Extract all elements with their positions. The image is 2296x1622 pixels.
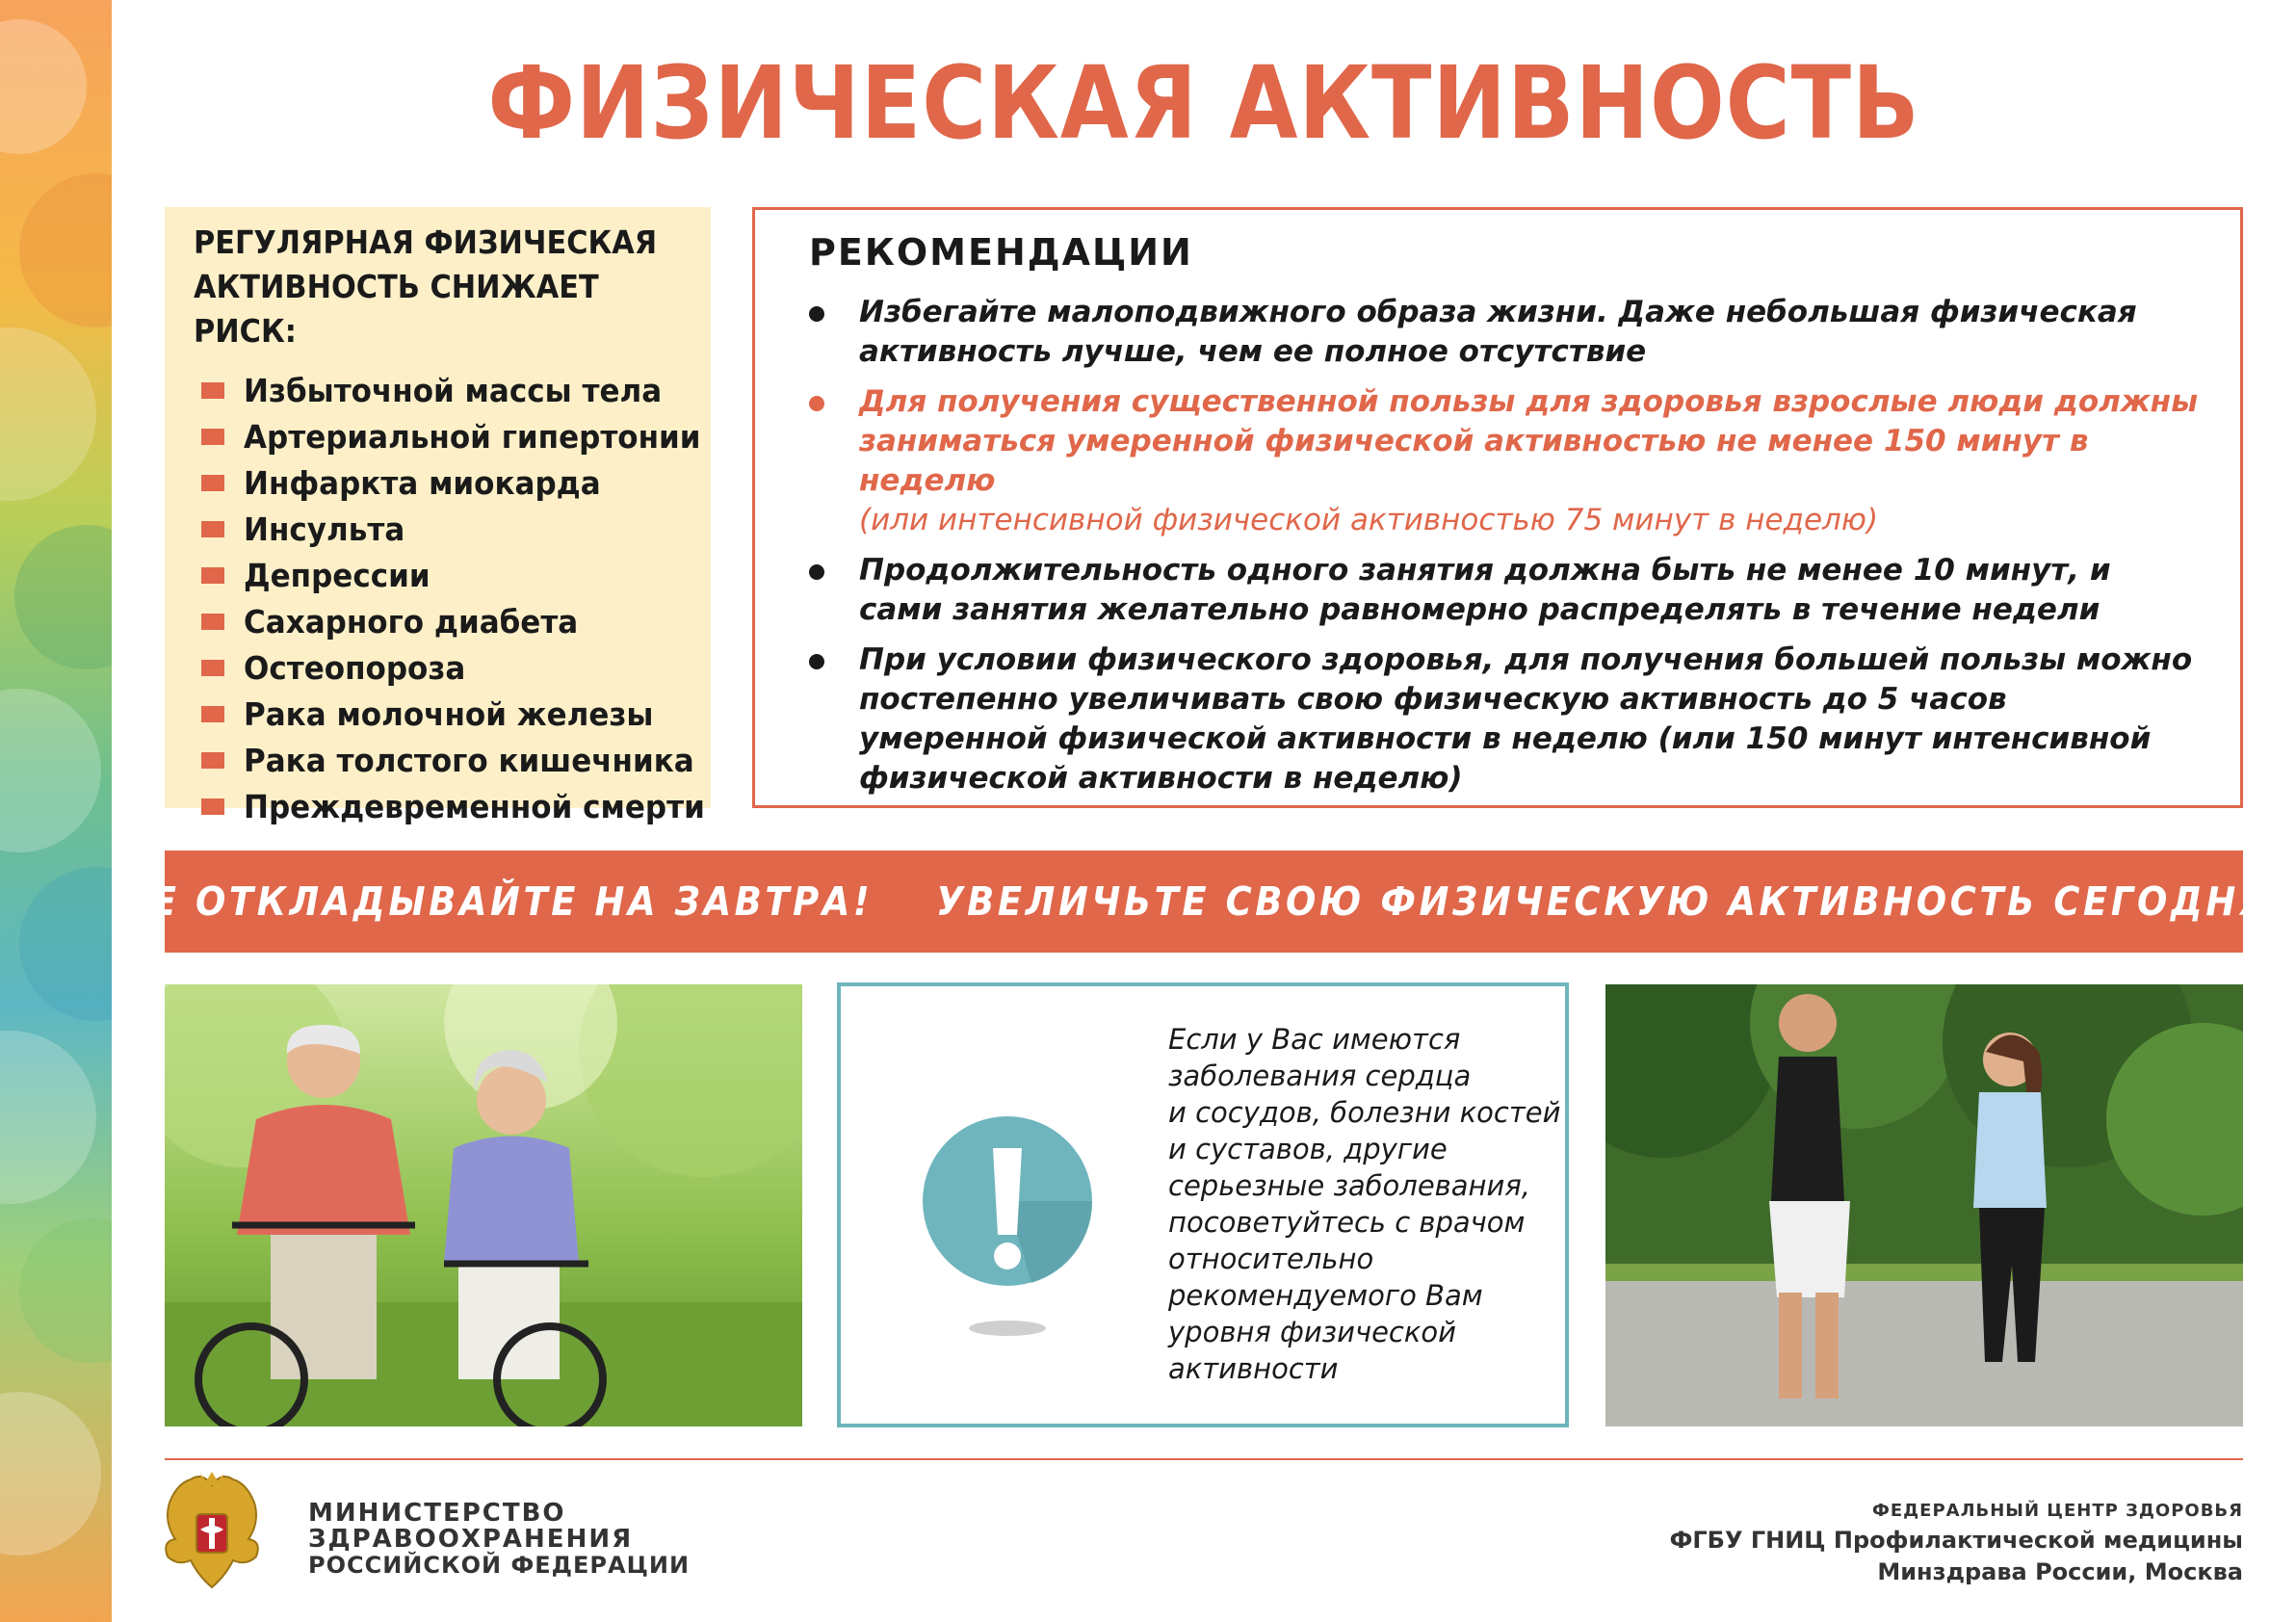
recommendation-item: При условии физического здоровья, для получения большей пользы можно постепенно увеличивать свою физическую активность до 5 часов умеренной физической активности в неделю (или 150 минут интенсивной физической активности в неделю) xyxy=(809,641,2202,798)
bullet-square-icon xyxy=(201,429,224,445)
list-item: Остеопороза xyxy=(194,644,686,691)
decorative-side-strip xyxy=(0,0,112,1622)
bullet-square-icon xyxy=(201,382,224,399)
recommendation-item: Избегайте малоподвижного образа жизни. Даже небольшая физическая активность лучше, чем ее полное отсутствие xyxy=(809,293,2202,372)
health-center-credit: ФЕДЕРАЛЬНЫЙ ЦЕНТР ЗДОРОВЬЯ ФГБУ ГНИЦ Профилактической медицины Минздрава России, Москва xyxy=(1669,1501,2243,1585)
list-item: Рака толстого кишечника xyxy=(194,737,686,783)
runners-photo xyxy=(1605,984,2243,1426)
bullet-dot-icon xyxy=(809,654,824,669)
recommendation-item-highlight: Для получения существенной пользы для здоровья взрослые люди должны заниматься умеренной физической активностью не менее 150 минут в неделю (или интенсивной физической активностью 75 минут в неделю) xyxy=(809,382,2202,540)
list-item: Рака молочной железы xyxy=(194,691,686,737)
bullet-square-icon xyxy=(201,475,224,491)
list-item: Артериальной гипертонии xyxy=(194,413,686,459)
warning-text: Если у Вас имеются заболевания сердца и сосудов, болезни костей и суставов, другие серьезные заболевания, посоветуйтесь с врачом относительно рекомендуемого Вам уровня физической активности xyxy=(1168,1023,1561,1385)
bullet-square-icon xyxy=(201,752,224,769)
page-title: ФИЗИЧЕСКАЯ АКТИВНОСТЬ xyxy=(487,44,1920,162)
bullet-dot-icon xyxy=(809,396,824,411)
seniors-cycling-photo xyxy=(165,984,802,1426)
bullet-square-icon xyxy=(201,567,224,584)
bullet-square-icon xyxy=(201,706,224,722)
bullet-square-icon xyxy=(201,660,224,676)
bullet-dot-icon xyxy=(809,564,824,580)
list-item: Депрессии xyxy=(194,552,686,598)
recommendation-subnote: (или интенсивной физической активностью 75 минут в неделю) xyxy=(859,503,1879,537)
ministry-name: МИНИСТЕРСТВО ЗДРАВООХРАНЕНИЯ РОССИЙСКОЙ ФЕДЕРАЦИИ xyxy=(308,1499,691,1579)
list-item: Преждевременной смерти xyxy=(194,783,686,829)
bullet-dot-icon xyxy=(809,306,824,322)
banner-text: НЕ ОТКЛАДЫВАЙТЕ НА ЗАВТРА! УВЕЛИЧЬТЕ СВОЮ ФИЗИЧЕСКУЮ АКТИВНОСТЬ СЕГОДНЯ! xyxy=(117,878,2290,925)
exclamation-icon xyxy=(916,1110,1099,1350)
list-item: Сахарного диабета xyxy=(194,598,686,644)
bullet-square-icon xyxy=(201,798,224,815)
call-to-action-banner xyxy=(117,850,2290,953)
list-item: Инфаркта миокарда xyxy=(194,459,686,506)
bullet-square-icon xyxy=(201,614,224,630)
bullet-square-icon xyxy=(201,521,224,537)
recommendations-heading: РЕКОМЕНДАЦИИ xyxy=(809,231,1193,274)
risk-heading: РЕГУЛЯРНАЯ ФИЗИЧЕСКАЯ АКТИВНОСТЬ СНИЖАЕТ РИСК: xyxy=(194,223,658,350)
recommendation-item: Продолжительность одного занятия должна быть не менее 10 минут, и сами занятия желательно равномерно распределять в течение недели xyxy=(809,551,2202,630)
coat-of-arms-emblem xyxy=(162,1468,262,1593)
risk-reduction-panel xyxy=(165,207,711,825)
recommendations-panel xyxy=(752,207,2243,808)
doctor-consultation-warning xyxy=(837,982,1569,1427)
footer-divider xyxy=(165,1458,2243,1460)
list-item: Избыточной массы тела xyxy=(194,367,686,413)
list-item: Инсульта xyxy=(194,506,686,552)
